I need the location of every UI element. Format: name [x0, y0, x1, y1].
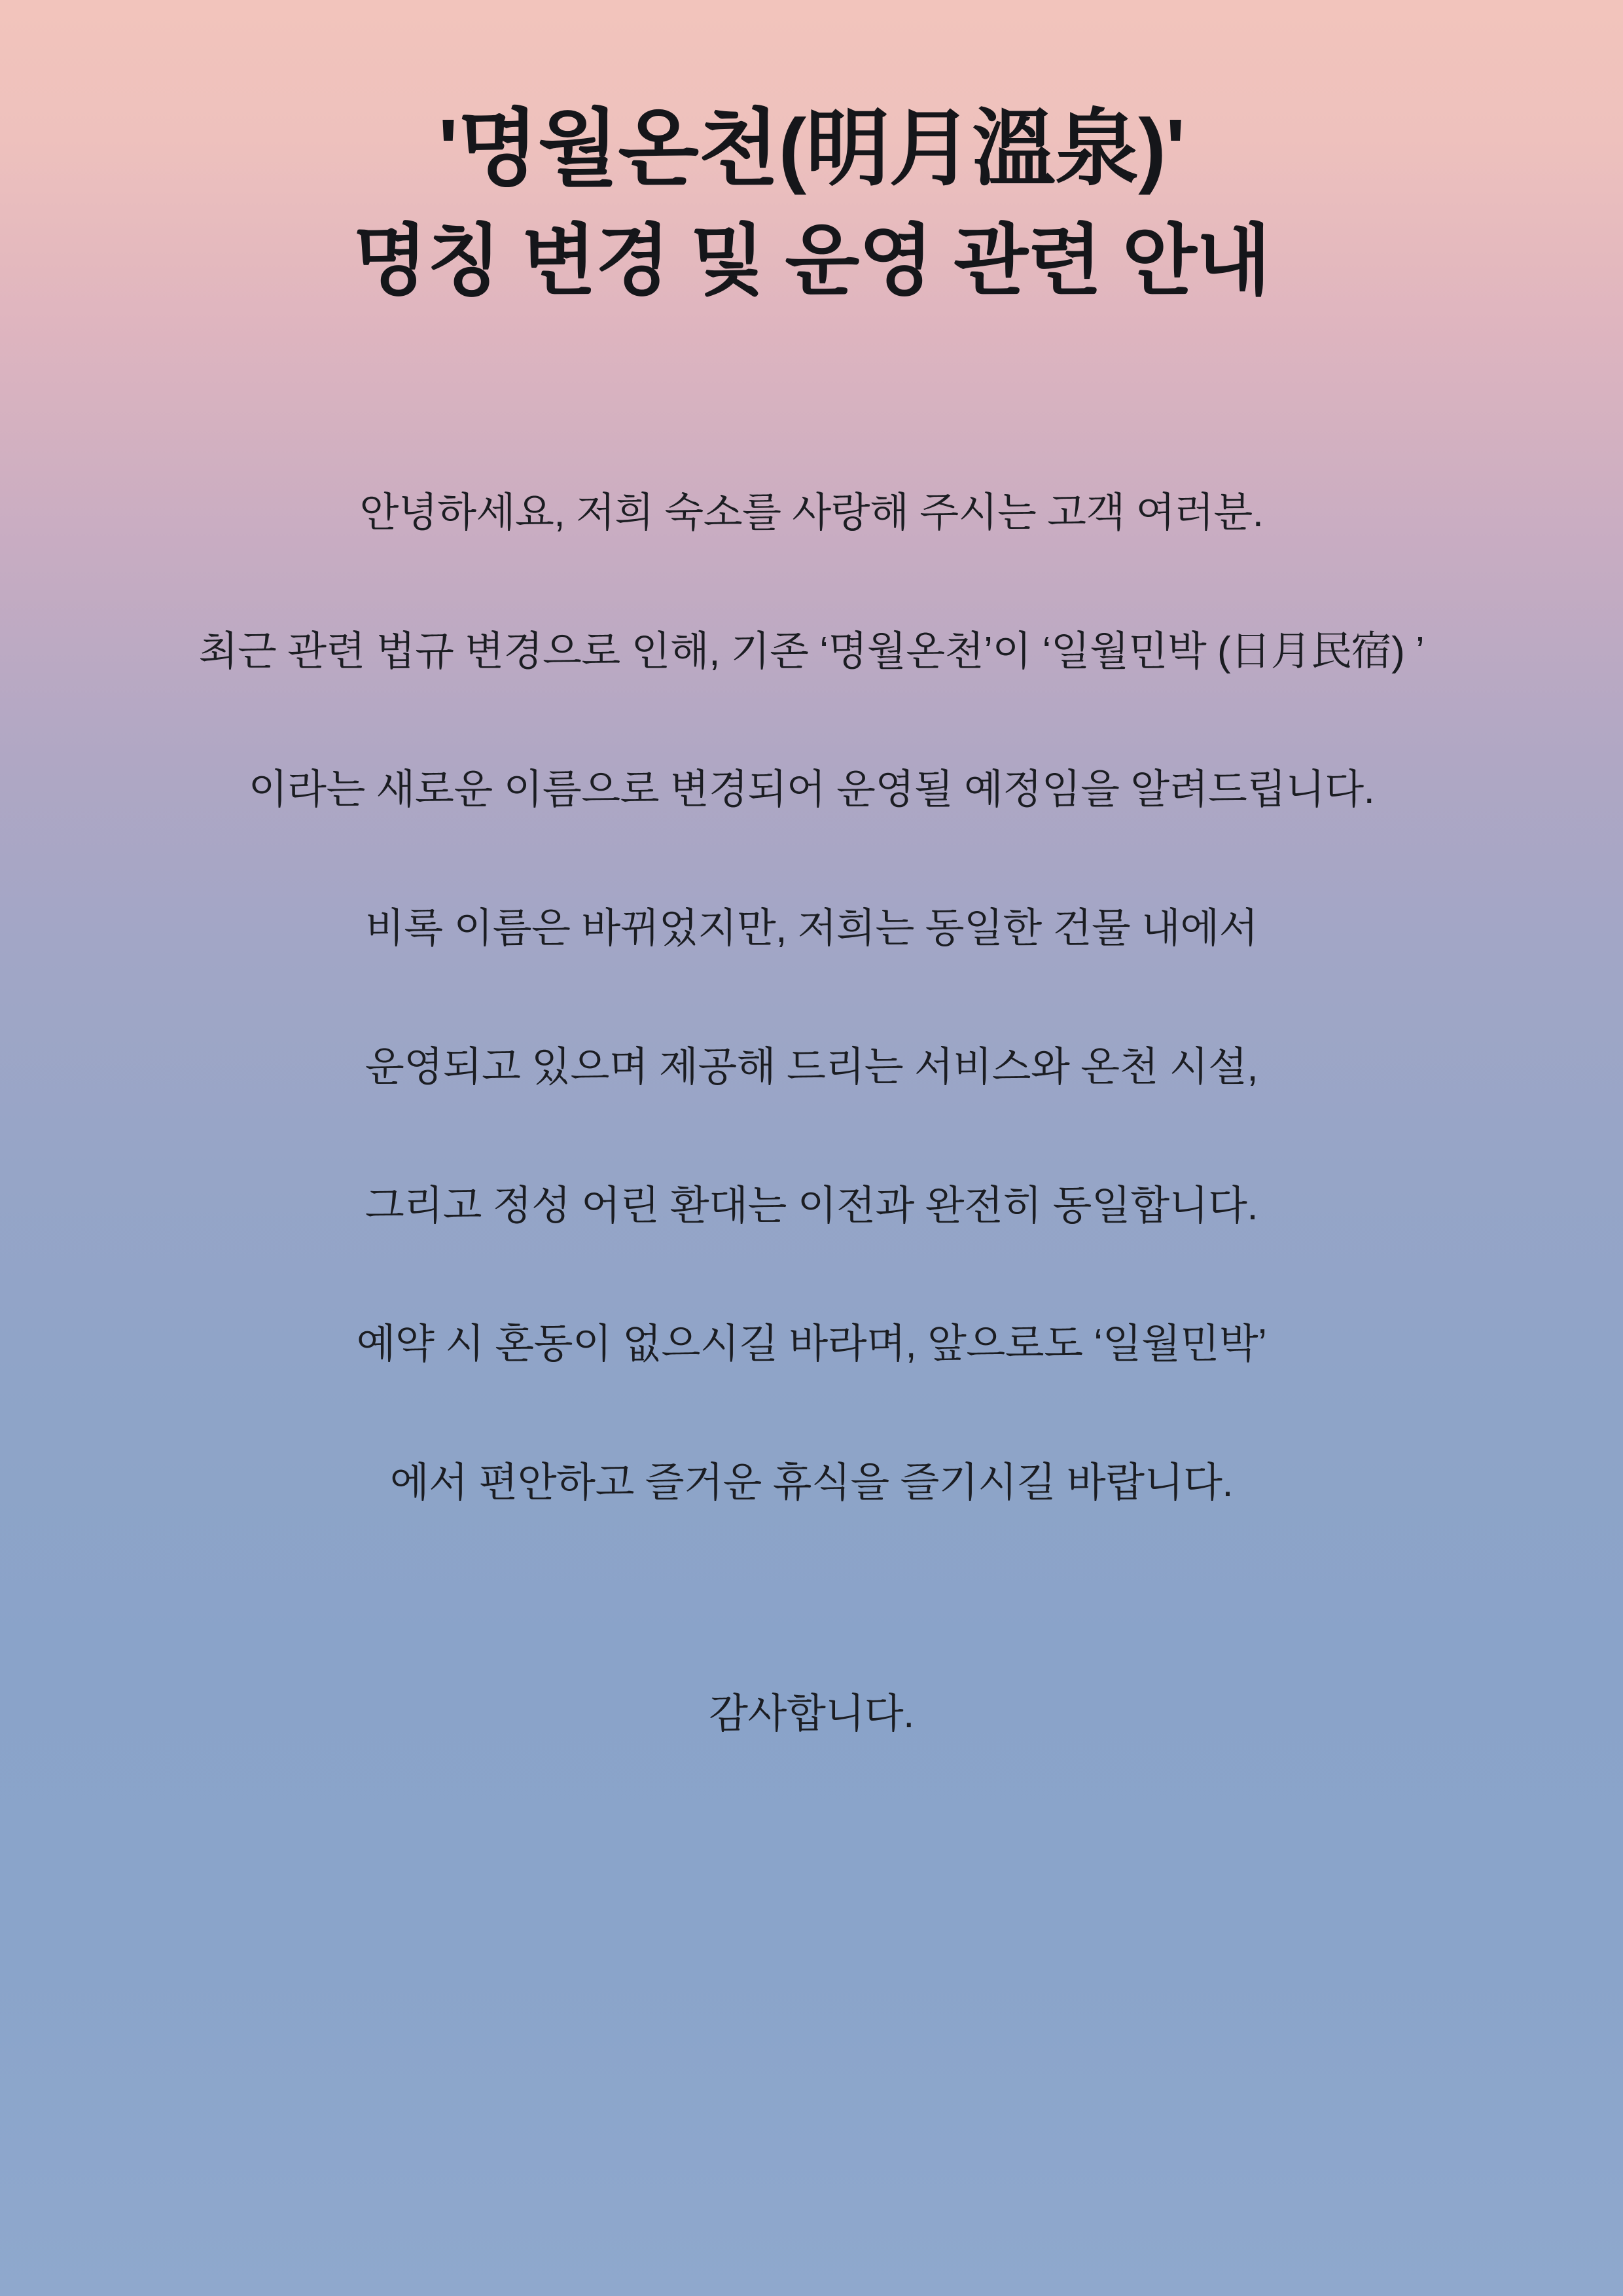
body-paragraph-7: 예약 시 혼동이 없으시길 바라며, 앞으로도 ‘일월민박’ — [356, 1321, 1267, 1367]
body-paragraph-1: 안녕하세요, 저희 숙소를 사랑해 주시는 고객 여러분. — [359, 490, 1264, 536]
title-line-2: 명칭 변경 및 운영 관련 안내 — [353, 218, 1270, 305]
body-paragraph-4: 비록 이름은 바뀌었지만, 저희는 동일한 건물 내에서 — [365, 906, 1258, 952]
title-line-1: '명월온천(明月溫泉)' — [438, 102, 1185, 196]
closing-text: 감사합니다. — [709, 1691, 914, 1736]
poster-title — [0, 0, 1623, 309]
poster-body — [0, 486, 1623, 1511]
poster-closing — [0, 1681, 1623, 1739]
body-paragraph-8: 에서 편안하고 즐거운 휴식을 즐기시길 바랍니다. — [389, 1460, 1234, 1505]
body-paragraph-3: 이라는 새로운 이름으로 변경되어 운영될 예정임을 알려드립니다. — [248, 767, 1375, 813]
body-paragraph-2: 최근 관련 법규 변경으로 인해, 기존 ‘명월온천’이 ‘일월민박 (日月民宿) ’ — [198, 628, 1425, 674]
body-paragraph-6: 그리고 정성 어린 환대는 이전과 완전히 동일합니다. — [365, 1183, 1258, 1229]
body-paragraph-5: 운영되고 있으며 제공해 드리는 서비스와 온천 시설, — [365, 1044, 1258, 1090]
